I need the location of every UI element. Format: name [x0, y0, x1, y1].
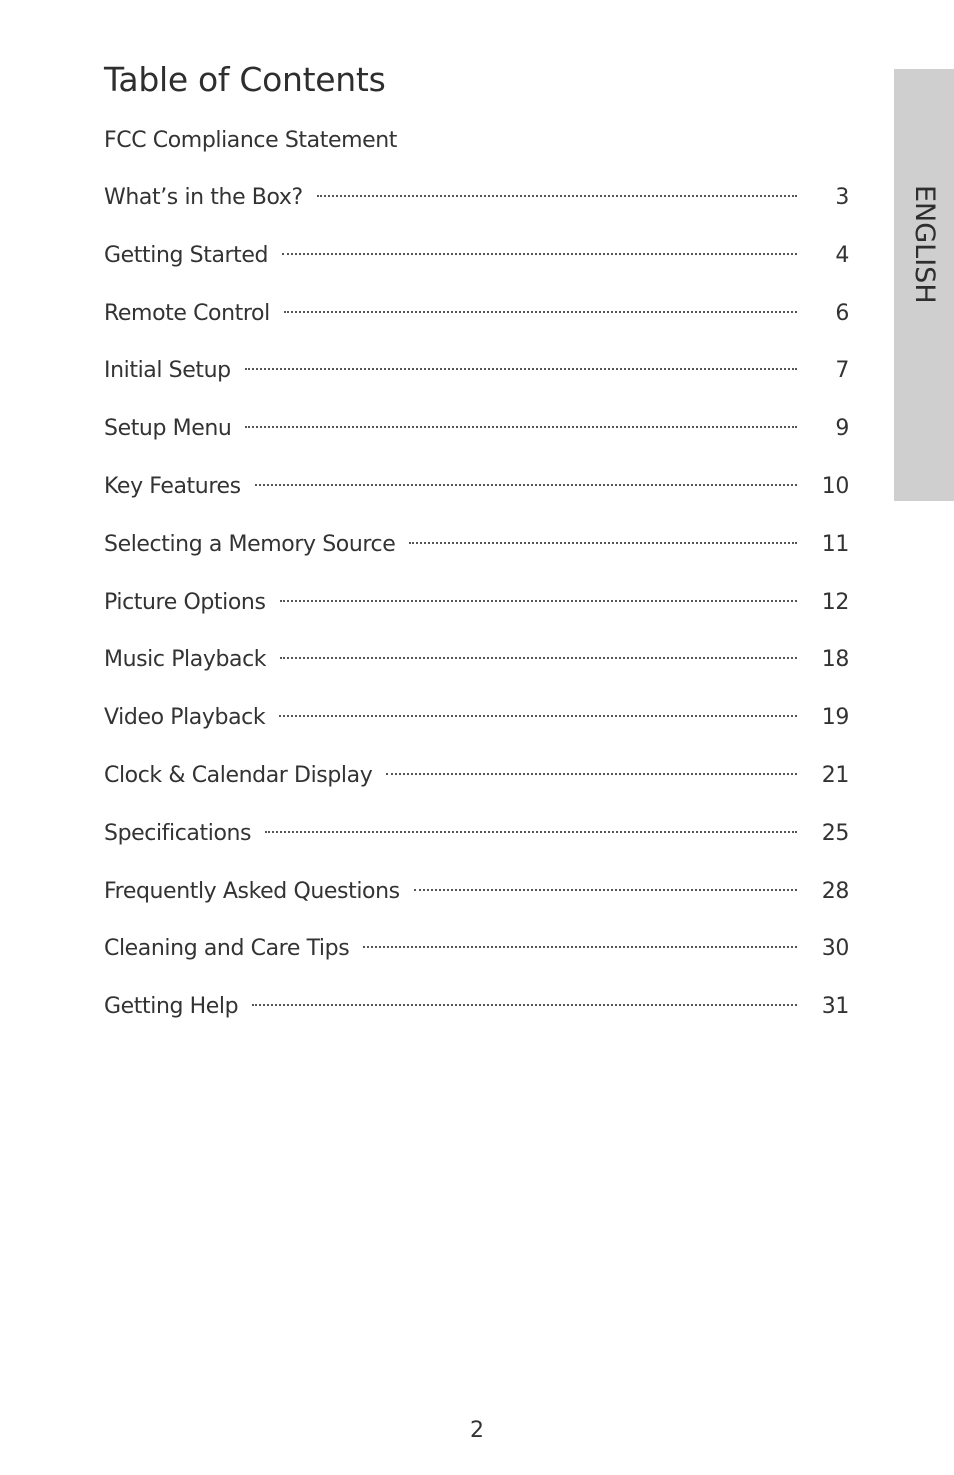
toc-entry-page: 30 — [821, 936, 849, 962]
toc-entry-page: 10 — [821, 473, 849, 499]
toc-entry[interactable] — [104, 471, 849, 529]
toc-entry-page: 12 — [821, 589, 849, 615]
toc-entry-page: 18 — [821, 647, 849, 673]
toc-entry-label: Key Features — [104, 473, 241, 499]
toc-entry-label: Clock & Calendar Display — [104, 762, 373, 788]
dot-leader — [282, 253, 797, 255]
page-title: Table of Contents — [104, 60, 386, 99]
dot-leader — [414, 889, 797, 891]
toc-entry[interactable] — [104, 818, 849, 876]
toc-entry-label: Video Playback — [104, 705, 266, 731]
toc-entry-label: Initial Setup — [104, 358, 231, 384]
dot-leader — [279, 715, 797, 717]
toc-entry-page: 19 — [821, 705, 849, 731]
dot-leader — [386, 773, 797, 775]
page-number: 2 — [470, 1418, 484, 1443]
toc-entry[interactable] — [104, 991, 849, 1049]
language-tab-label: ENGLISH — [909, 185, 940, 304]
toc-entry[interactable] — [104, 702, 849, 760]
toc-entry-label: Setup Menu — [104, 416, 232, 442]
toc-entry[interactable] — [104, 355, 849, 413]
toc-list — [104, 182, 849, 1049]
toc-entry-label: Getting Help — [104, 994, 239, 1020]
toc-entry[interactable] — [104, 298, 849, 356]
dot-leader — [284, 311, 797, 313]
toc-entry-label: Music Playback — [104, 647, 267, 673]
toc-entry-page: 9 — [835, 416, 849, 442]
toc-entry-page: 11 — [821, 531, 849, 557]
toc-entry[interactable] — [104, 182, 849, 240]
dot-leader — [265, 831, 797, 833]
toc-entry-page: 6 — [835, 300, 849, 326]
dot-leader — [255, 484, 797, 486]
dot-leader — [245, 368, 797, 370]
toc-entry-label: What’s in the Box? — [104, 185, 303, 210]
dot-leader — [280, 600, 797, 602]
toc-entry-label: Cleaning and Care Tips — [104, 936, 350, 962]
dot-leader — [252, 1004, 797, 1006]
dot-leader — [317, 195, 797, 197]
toc-entry-page: 7 — [835, 358, 849, 384]
toc-entry[interactable] — [104, 240, 849, 298]
toc-entry[interactable] — [104, 529, 849, 587]
dot-leader — [363, 946, 797, 948]
toc-entry[interactable] — [104, 760, 849, 818]
dot-leader — [245, 426, 797, 428]
toc-entry-label: Specifications — [104, 820, 252, 846]
toc-entry[interactable] — [104, 876, 849, 934]
toc-entry-page: 31 — [821, 994, 849, 1020]
toc-entry-label: Remote Control — [104, 300, 270, 326]
dot-leader — [409, 542, 797, 544]
toc-entry[interactable] — [104, 644, 849, 702]
language-side-tab — [894, 69, 954, 501]
toc-entry-page: 3 — [835, 185, 849, 210]
toc-entry[interactable] — [104, 933, 849, 991]
toc-entry-label: Frequently Asked Questions — [104, 878, 400, 904]
toc-entry-label: Selecting a Memory Source — [104, 531, 396, 557]
toc-entry-page: 4 — [835, 242, 849, 268]
toc-entry-page: 21 — [821, 762, 849, 788]
dot-leader — [280, 657, 797, 659]
toc-entry-fcc-compliance[interactable]: FCC Compliance Statement — [104, 128, 398, 153]
toc-entry-page: 28 — [821, 878, 849, 904]
toc-entry-page: 25 — [821, 820, 849, 846]
toc-entry-label: Getting Started — [104, 242, 269, 268]
toc-entry[interactable] — [104, 587, 849, 645]
toc-entry-label: Picture Options — [104, 589, 266, 615]
toc-entry[interactable] — [104, 413, 849, 471]
